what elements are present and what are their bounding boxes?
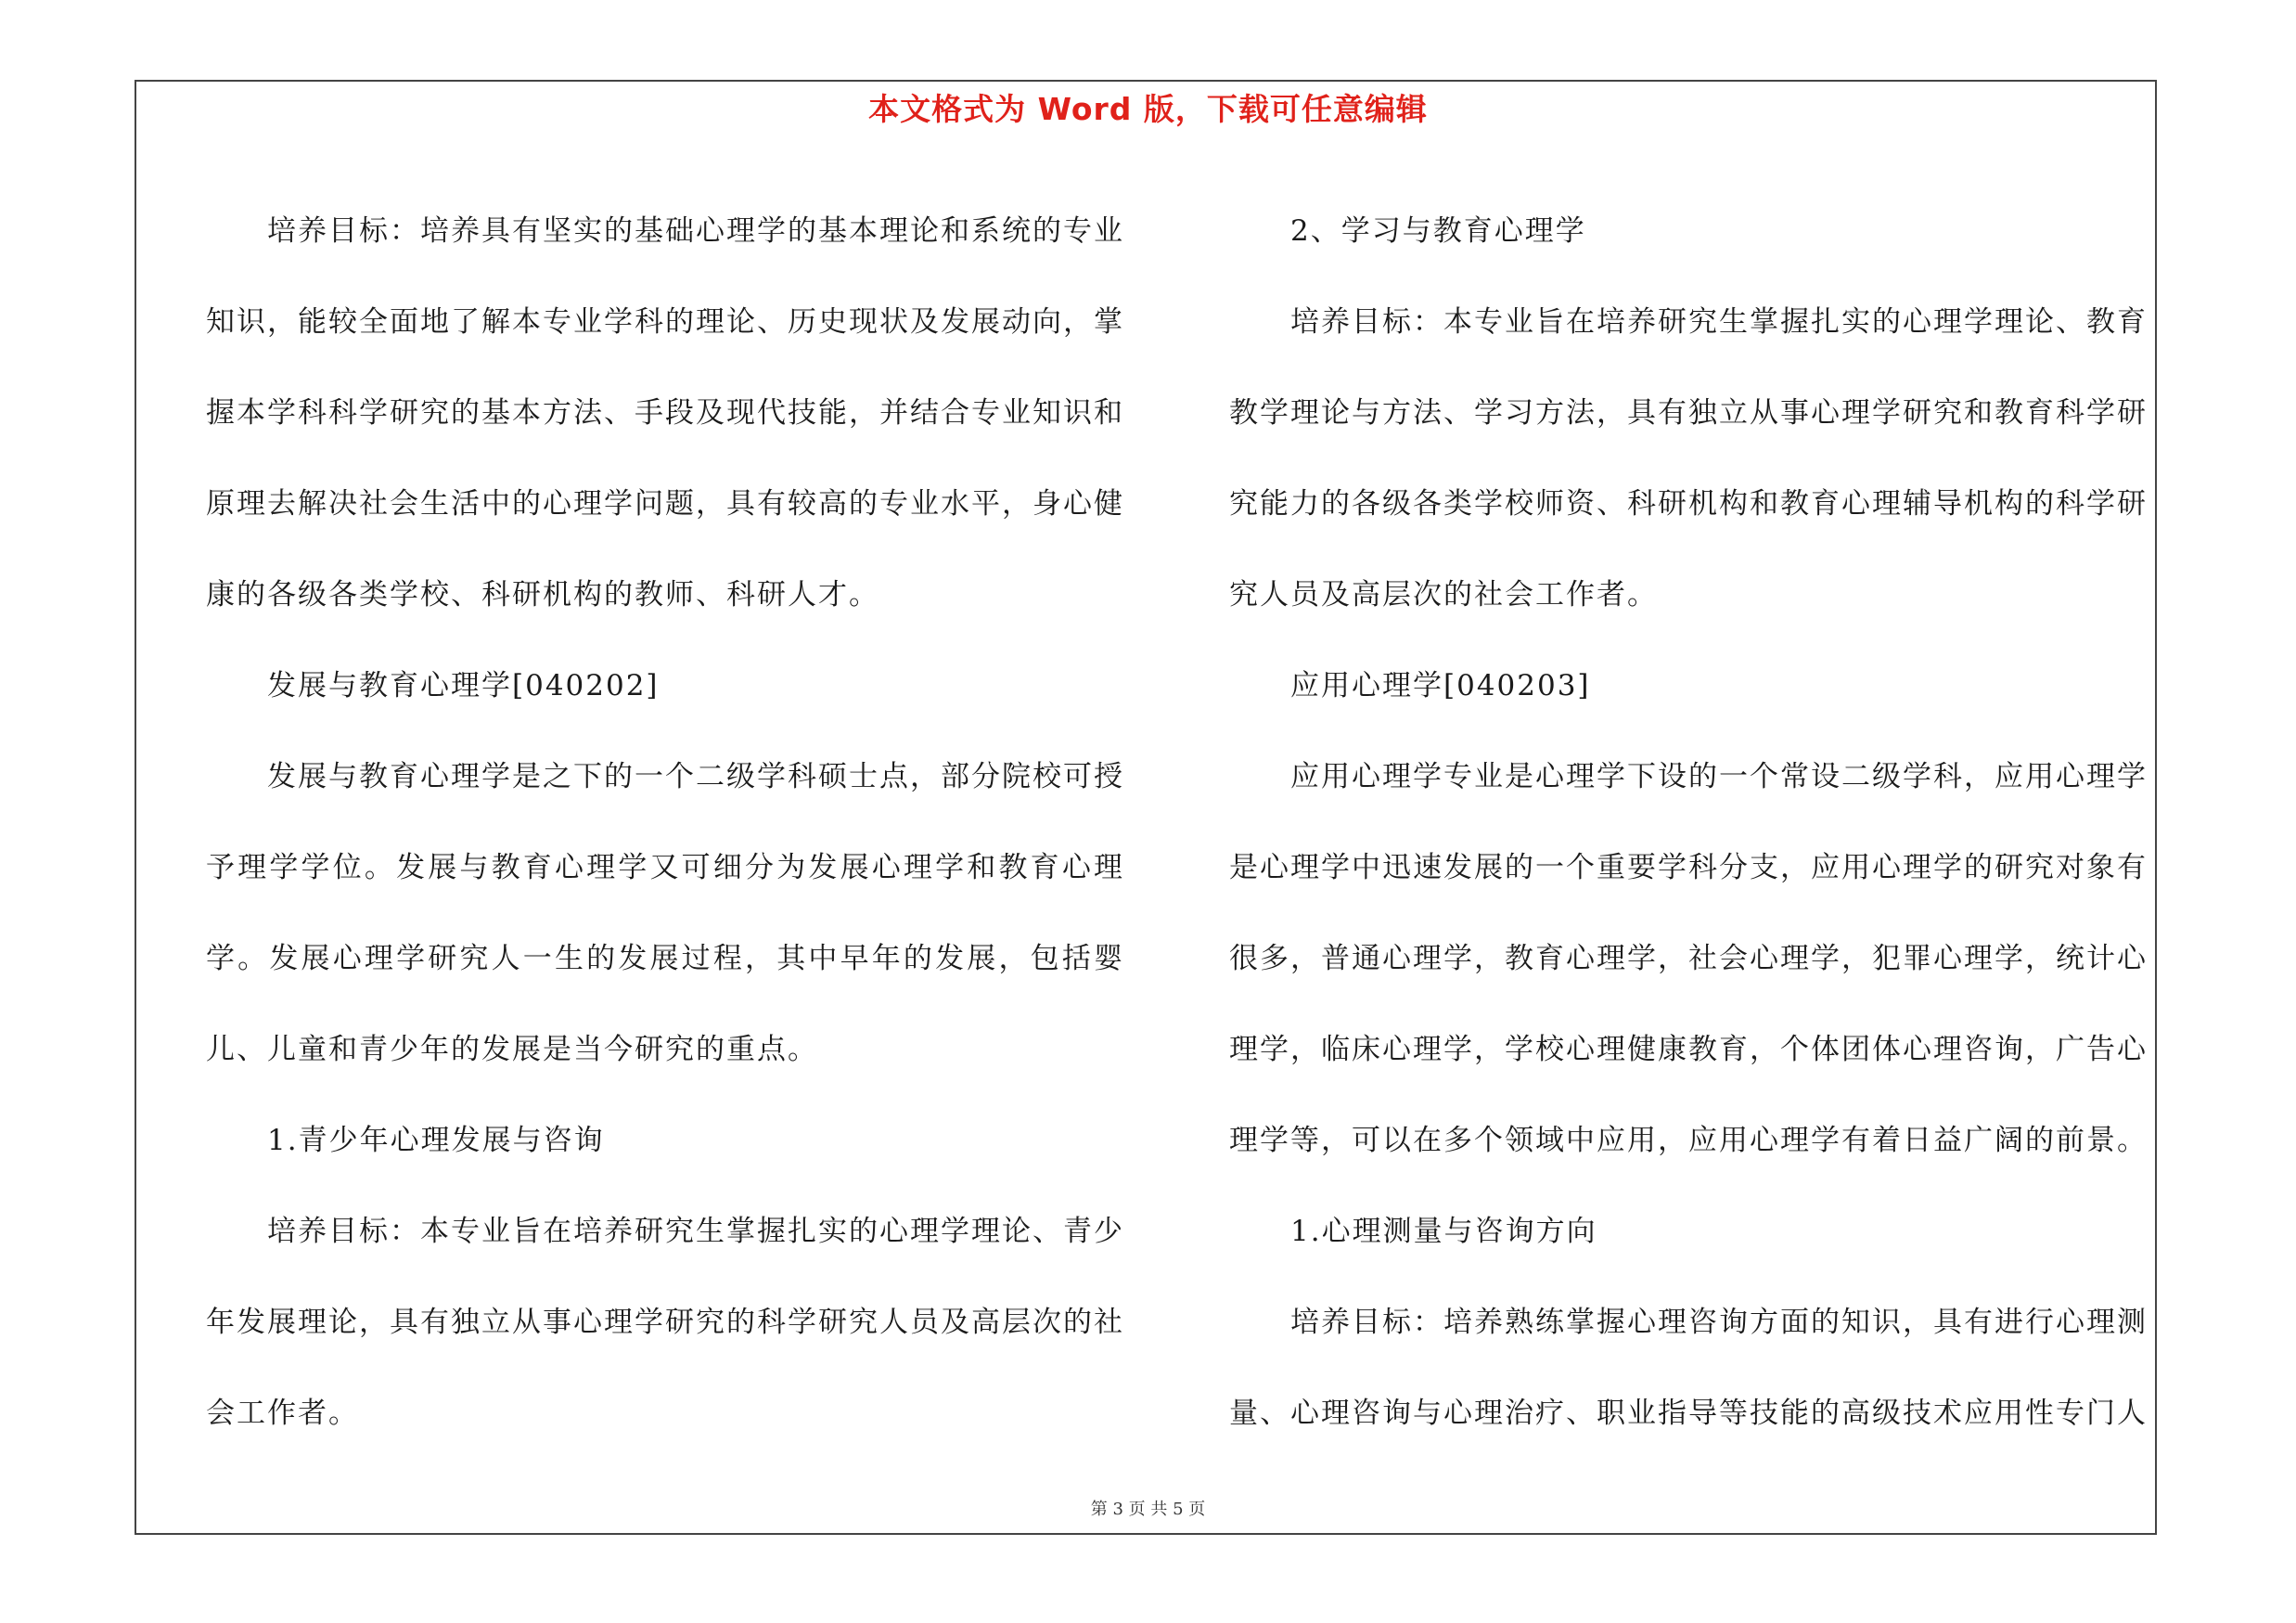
- left-column: [206, 186, 1124, 1466]
- subsection-heading: 1.青少年心理发展与咨询: [267, 1124, 605, 1157]
- paragraph: 培养目标：本专业旨在培养研究生掌握扎实的心理学理论、教育教学理论与方法、学习方法，具有独立从事心理学研究和教育科学研究能力的各级各类学校师资、科研机构和教育心理辅导机构的科学研究人员及高层次的社会工作者。: [1229, 305, 2148, 612]
- format-banner: 本文格式为 Word 版，下载可任意编辑: [868, 91, 1428, 127]
- page-number: 第 3 页 共 5 页: [1090, 1500, 1206, 1519]
- subsection-heading: 2、学习与教育心理学: [1290, 214, 1586, 248]
- paragraph: 应用心理学专业是心理学下设的一个常设二级学科，应用心理学是心理学中迅速发展的一个重要学科分支，应用心理学的研究对象有很多，普通心理学，教育心理学，社会心理学，犯罪心理学，统计心理学，临床心理学，学校心理健康教育，个体团体心理咨询，广告心理学等，可以在多个领域中应用，应用心理学有着日益广阔的前景。: [1229, 760, 2148, 1157]
- section-heading: 发展与教育心理学[040202]: [267, 669, 660, 702]
- paragraph: 培养目标：本专业旨在培养研究生掌握扎实的心理学理论、青少年发展理论，具有独立从事心理学研究的科学研究人员及高层次的社会工作者。: [206, 1215, 1124, 1430]
- right-column: [1229, 186, 2148, 1466]
- paragraph: 培养目标：培养熟练掌握心理咨询方面的知识，具有进行心理测量、心理咨询与心理治疗、职业指导等技能的高级技术应用性专门人: [1229, 1306, 2148, 1430]
- subsection-heading: 1.心理测量与咨询方向: [1290, 1215, 1597, 1248]
- paragraph: 培养目标：培养具有坚实的基础心理学的基本理论和系统的专业知识，能较全面地了解本专业学科的理论、历史现状及发展动向，掌握本学科科学研究的基本方法、手段及现代技能，并结合专业知识和原理去解决社会生活中的心理学问题，具有较高的专业水平，身心健康的各级各类学校、科研机构的教师、科研人才。: [206, 214, 1124, 612]
- section-heading: 应用心理学[040203]: [1290, 669, 1591, 702]
- paragraph: 发展与教育心理学是之下的一个二级学科硕士点，部分院校可授予理学学位。发展与教育心理学又可细分为发展心理学和教育心理学。发展心理学研究人一生的发展过程，其中早年的发展，包括婴儿、儿童和青少年的发展是当今研究的重点。: [206, 760, 1124, 1066]
